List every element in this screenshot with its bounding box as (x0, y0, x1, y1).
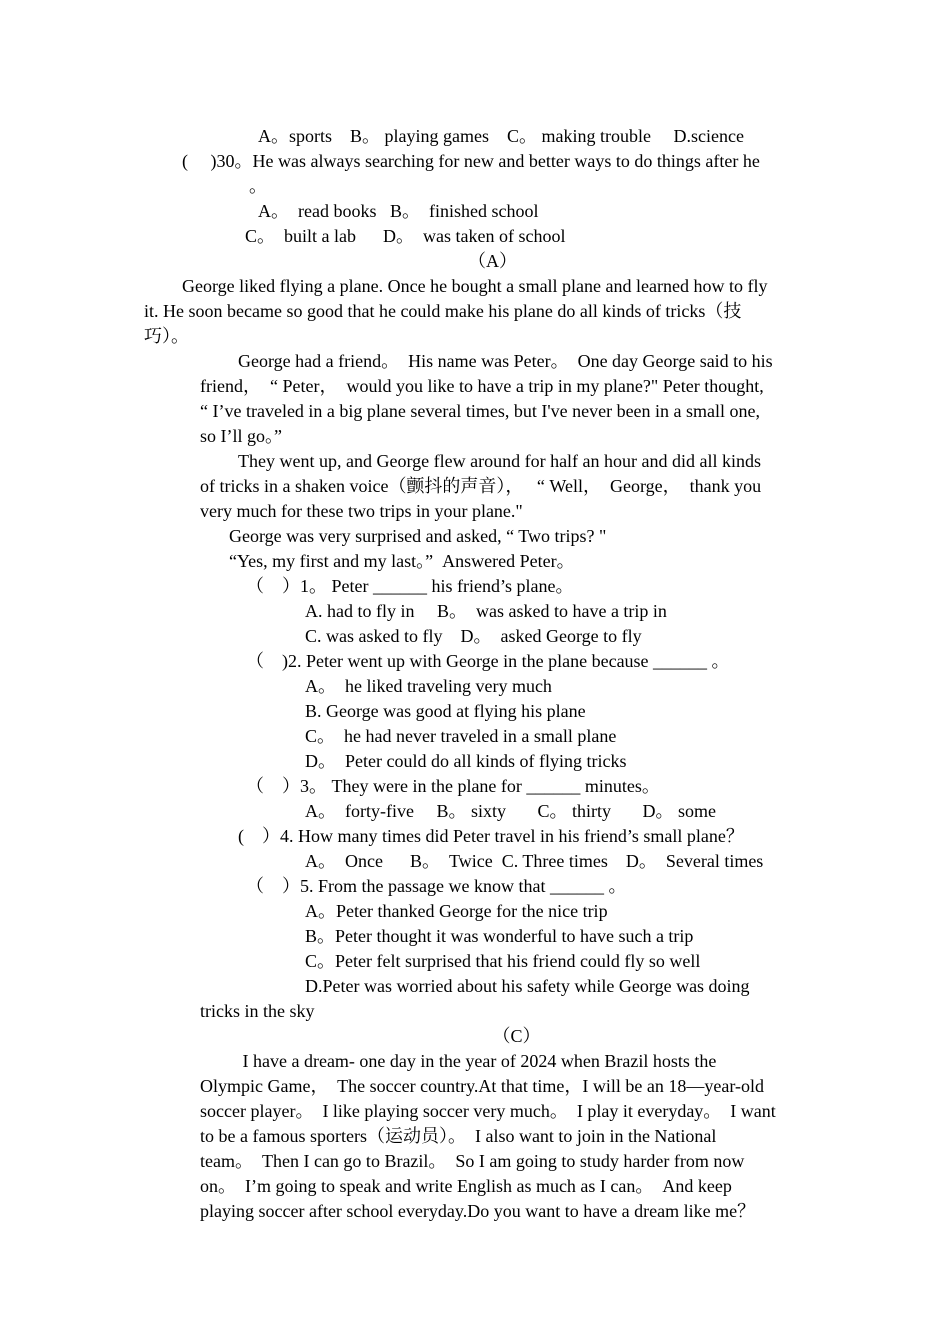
passage-a-p5: “Yes, my first and my last。” Answered Peter。 (229, 551, 575, 571)
question-2-stem: （ )2. Peter went up with George in the plane because ______ 。 (246, 651, 730, 671)
question-5-option: D.Peter was worried about his safety while George was doing (305, 976, 750, 996)
question-4-stem: ( ）4. How many times did Peter travel in his friend’s small plane？ (238, 826, 744, 846)
question-1-stem: （ ）1。 Peter ______ his friend’s plane。 (246, 576, 574, 596)
question-2-option: B. George was good at flying his plane (305, 701, 586, 721)
question-2-option: A。 he liked traveling very much (305, 676, 552, 696)
passage-a-p2-line: friend， “ Peter， would you like to have a trip in my plane?" Peter thought, (200, 376, 764, 396)
question-2-option: C。 he had never traveled in a small plane (305, 726, 617, 746)
q30-options-line1: A。 read books B。 finished school (258, 201, 539, 221)
question-3-option: A。 forty-five B。 sixty C。 thirty D。 some (305, 801, 716, 821)
passage-a-p2-line: George had a friend。 His name was Peter。 One day George said to his (238, 351, 773, 371)
passage-a-p3-line: of tricks in a shaken voice（颤抖的声音）， “ Well， George， thank you (200, 476, 762, 496)
question-5-option: C。Peter felt surprised that his friend could fly so well (305, 951, 701, 971)
passage-a-p1-line: 巧）。 (144, 326, 189, 346)
question-2-option: D。 Peter could do all kinds of flying tricks (305, 751, 627, 771)
passage-a-p3-line: very much for these two trips in your plane." (200, 501, 523, 521)
q29-options: A。sports B。 playing games C。 making trouble D.science (258, 126, 744, 146)
q30-stem-end: 。 (249, 176, 267, 196)
passage-a-p2-line: so I’ll go。” (200, 426, 282, 446)
passage-c-line: playing soccer after school everyday.Do you want to have a dream like me？ (200, 1201, 756, 1221)
passage-a-p4: George was very surprised and asked, “ Two trips? " (229, 526, 607, 546)
passage-c-line: Olympic Game， The soccer country.At that time，I will be an 18—year-old (200, 1076, 764, 1096)
passage-c-line: soccer player。 I like playing soccer very much。 I play it everyday。 I want (200, 1101, 776, 1121)
passage-a-heading: （A） (468, 251, 517, 271)
passage-a-p1-line: it. He soon became so good that he could make his plane do all kinds of tricks（技 (144, 301, 742, 321)
passage-c-line: to be a famous sporters（运动员）。 I also want to join in the National (200, 1126, 717, 1146)
q30-options-line2: C。 built a lab D。 was taken of school (245, 226, 566, 246)
question-1-option: C. was asked to fly D。 asked George to fly (305, 626, 642, 646)
question-5-continuation: tricks in the sky (200, 1001, 315, 1021)
question-1-option: A. had to fly in B。 was asked to have a trip in (305, 601, 667, 621)
passage-a-p1-line: George liked flying a plane. Once he bought a small plane and learned how to fly (182, 276, 768, 296)
question-3-stem: （ ）3。 They were in the plane for ______ minutes。 (246, 776, 660, 796)
passage-a-p3-line: They went up, and George flew around for half an hour and did all kinds (238, 451, 762, 471)
question-5-option: A。Peter thanked George for the nice trip (305, 901, 608, 921)
passage-c-line: I have a dream- one day in the year of 2024 when Brazil hosts the (238, 1051, 717, 1071)
passage-a-p2-line: “ I’ve traveled in a big plane several times, but I've never been in a small one, (200, 401, 761, 421)
passage-c-heading: （C） (492, 1026, 541, 1046)
question-5-option: B。Peter thought it was wonderful to have such a trip (305, 926, 694, 946)
passage-c-line: on。 I’m going to speak and write English as much as I can。 And keep (200, 1176, 732, 1196)
q30-stem: ( )30。He was always searching for new and better ways to do things after he (182, 151, 760, 171)
question-4-option: A。 Once B。 Twice C. Three times D。 Several times (305, 851, 764, 871)
passage-c-line: team。 Then I can go to Brazil。 So I am going to study harder from now (200, 1151, 745, 1171)
question-5-stem: （ ）5. From the passage we know that ______ 。 (246, 876, 627, 896)
